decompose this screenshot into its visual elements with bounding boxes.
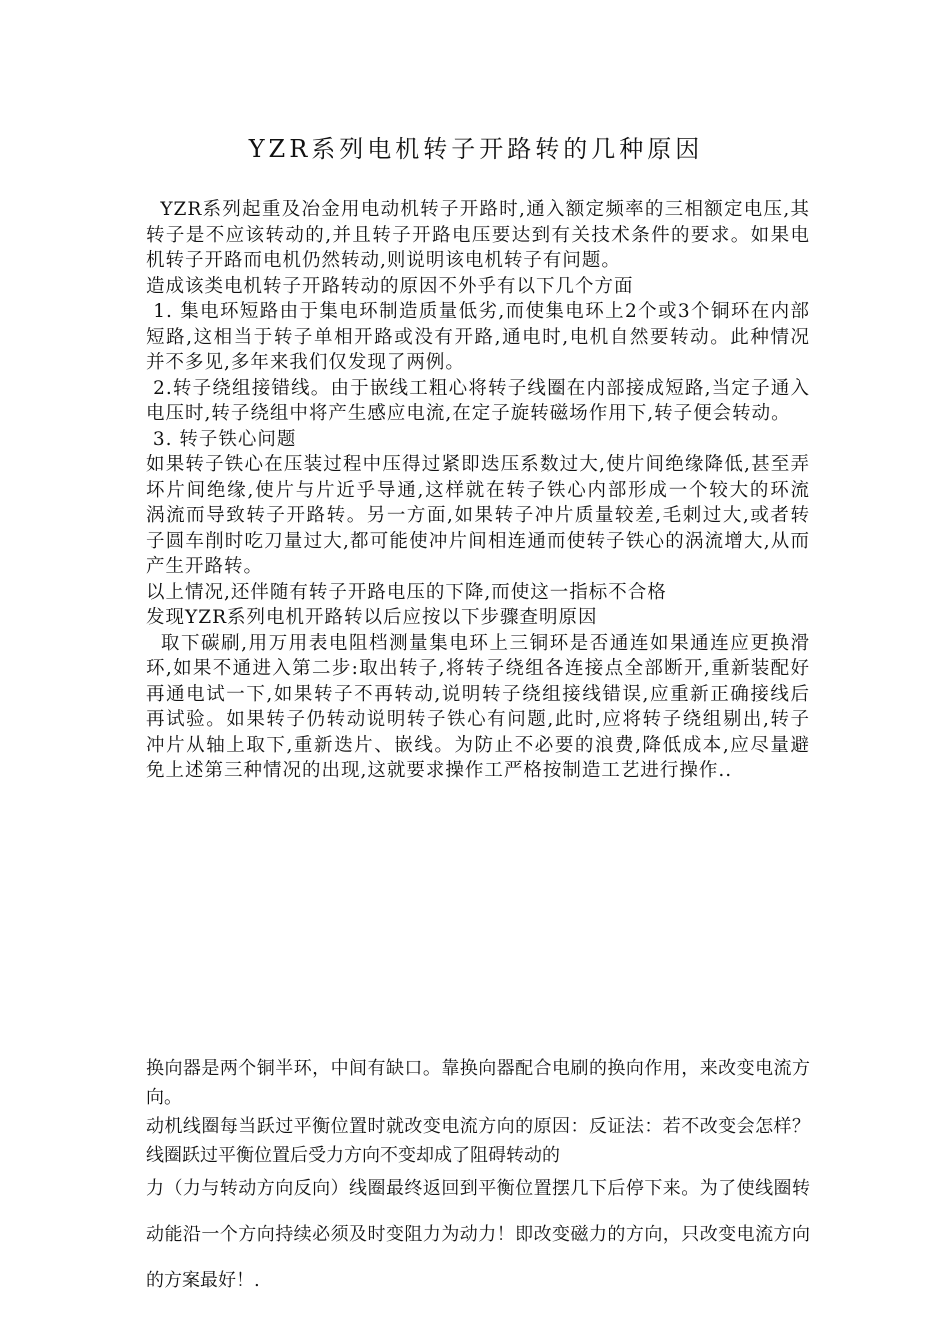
paragraph-intro: YZR系列起重及冶金用电动机转子开路时,通入额定频率的三相额定电压,其转子是不应该转动的,并且转子开路电压要达到有关技术条件的要求。如果电机转子开路而电机仍然转动,则说明该电机转子有问题。: [146, 199, 811, 271]
paragraph-cause-1: 1. 集电环短路由于集电环制造质量低劣,而使集电环上2个或3个铜环在内部短路,这相当于转子单相开路或没有开路,通电时,电机自然要转动。此种情况并不多见,多年来我们仅发现了两例。: [146, 301, 810, 373]
document-title: YZR系列电机转子开路转的几种原因: [248, 135, 704, 163]
paragraph-steps-intro: 发现YZR系列电机开路转以后应按以下步骤查明原因: [146, 607, 598, 628]
paragraph-cause-2: 2.转子绕组接错线。由于嵌线工粗心将转子线圈在内部接成短路,当定子通入电压时,转子绕组中将产生感应电流,在定子旋转磁场作用下,转子便会转动。: [146, 377, 810, 424]
paragraph-cause-3: 如果转子铁心在压装过程中压得过紧即迭压系数过大,使片间绝缘降低,甚至弄坏片间绝缘,使片与片近乎导通,这样就在转子铁心内部形成一个较大的环流 涡流而导致转子开路转。另一方面,如果转子冲片质量较差,毛刺过大,或者转子圆车削时吃刀量过大,都可能使冲片间相连通而使转子铁心的涡流增大,从而产生开路转。: [146, 454, 810, 577]
paragraph-conclusion: 力（力与转动方向反向）线圈最终返回到平衡位置摆几下后停下来。为了使线圈转动能沿一个方向持续必须及时变阻力为动力！即改变磁力的方向，只改变电流方向的方案最好！.: [146, 1178, 810, 1291]
paragraph-commutator: 换向器是两个铜半环，中间有缺口。靠换向器配合电刷的换向作用，来改变电流方向。: [146, 1058, 810, 1108]
document-body: [146, 197, 810, 784]
paragraph-cause-3-heading: 3. 转子铁心问题: [146, 428, 297, 450]
document-body-appendix: [146, 1054, 810, 1304]
paragraph-reason: 动机线圈每当跃过平衡位置时就改变电流方向的原因：反证法：若不改变会怎样？线圈跃过平衡位置后受力方向不变却成了阻碍转动的: [146, 1116, 810, 1166]
paragraph-steps: 取下碳刷,用万用表电阻档测量集电环上三铜环是否通连如果通连应更换滑环,如果不通进入第二步:取出转子,将转子绕组各连接点全部断开,重新装配好再通电试一下,如果转子不再转动,说明转子绕组接线错误,应重新正确接线后再试验。如果转子仍转动说明转子铁心有问题,此时,应将转子绕组剔出,转子冲片从轴上取下,重新迭片、嵌线。为防止不必要的浪费,降低成本,应尽量避免上述第三种情况的出现,这就要求操作工严格按制造工艺进行操作..: [146, 632, 810, 781]
paragraph-indicator: 以上情况,还伴随有转子开路电压的下降,而使这一指标不合格: [146, 581, 667, 603]
paragraph-causes-intro: 造成该类电机转子开路转动的原因不外乎有以下几个方面: [146, 275, 634, 297]
